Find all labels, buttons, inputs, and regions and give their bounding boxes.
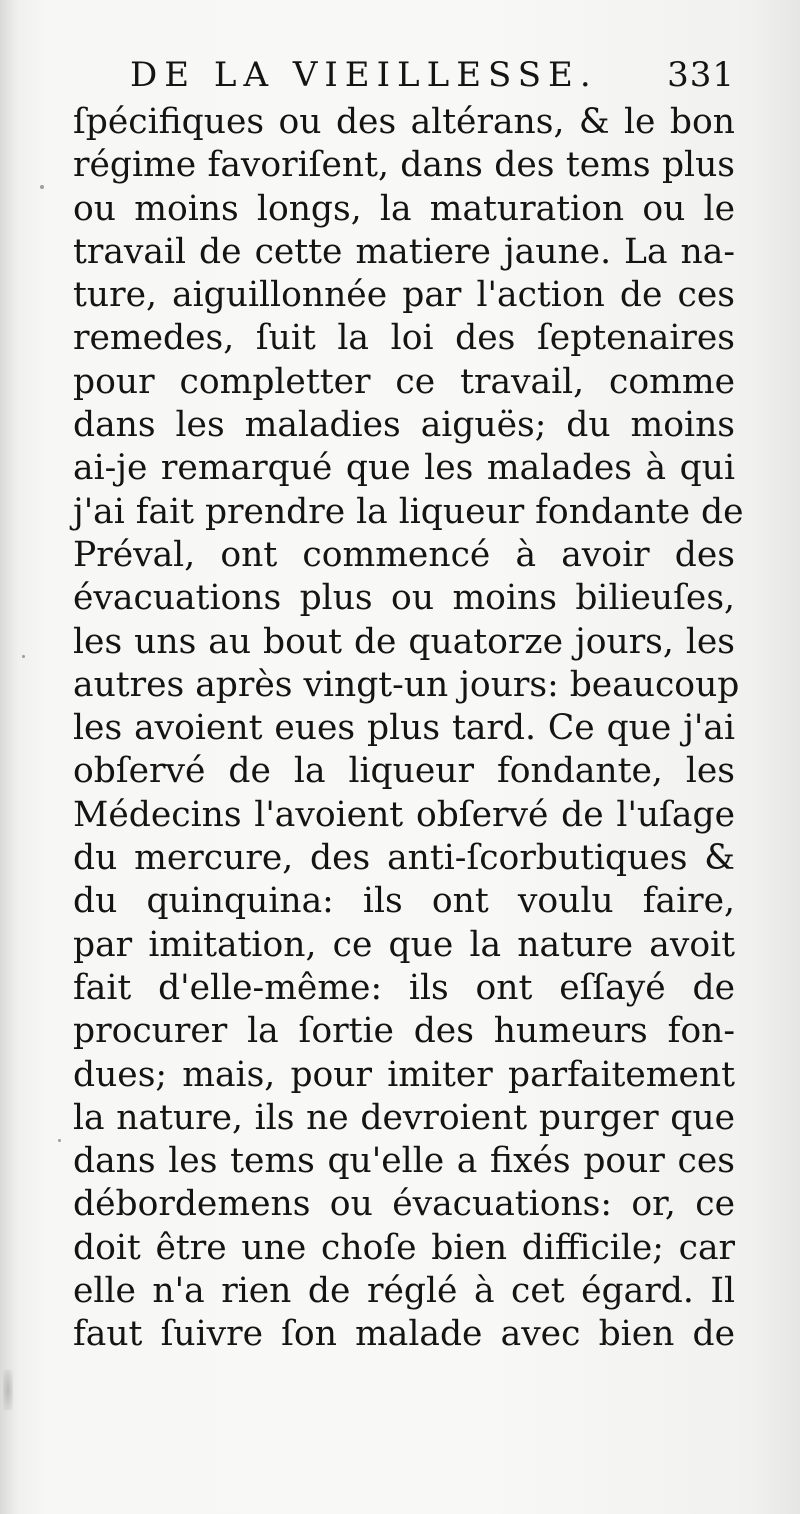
paper-speck bbox=[58, 1139, 61, 1142]
text-line: les uns au bout de quatorze jours, les bbox=[73, 621, 735, 662]
text-line: dans les tems qu'elle a fixés pour ces bbox=[73, 1141, 735, 1182]
text-line: autres après vingt-un jours: beaucoup bbox=[73, 664, 740, 705]
text-line: ou moins longs, la maturation ou le bbox=[73, 188, 735, 229]
text-line: j'ai fait prendre la liqueur fondante de bbox=[73, 491, 744, 532]
body-text bbox=[73, 101, 744, 1357]
text-line: doit être une choſe bien difficile; car bbox=[73, 1227, 735, 1268]
paper-speck bbox=[40, 185, 44, 189]
text-line: Préval, ont commencé à avoir des bbox=[73, 534, 735, 575]
text-line: faut ſuivre ſon malade avec bien de bbox=[73, 1314, 735, 1355]
text-line: dans les maladies aiguës; du moins bbox=[73, 405, 735, 446]
text-line: ſpécifiques ou des altérans, & le bon bbox=[73, 102, 735, 142]
text-line: la nature, ils ne devroient purger que bbox=[73, 1097, 735, 1138]
text-line: travail de cette matiere jaune. La na- bbox=[73, 231, 735, 272]
text-line: procurer la ſortie des humeurs fon- bbox=[73, 1011, 735, 1052]
text-line: remedes, ſuit la loi des ſeptenaires bbox=[73, 318, 735, 359]
paper-speck bbox=[22, 655, 25, 658]
text-line: régime favoriſent, dans des tems plus bbox=[73, 145, 735, 186]
text-line: débordemens ou évacuations: or, ce bbox=[73, 1184, 735, 1225]
page-edge-stain bbox=[3, 1370, 13, 1410]
text-line: du mercure, des anti-ſcorbutiques & bbox=[73, 838, 735, 879]
running-head bbox=[130, 52, 735, 98]
text-line: par imitation, ce que la nature avoit bbox=[73, 924, 735, 965]
text-line: pour completter ce travail, comme bbox=[73, 361, 735, 402]
text-line: obſervé de la liqueur fondante, les bbox=[73, 751, 735, 792]
text-line: fait d'elle-même: ils ont eſſayé de bbox=[73, 967, 735, 1008]
text-line: Médecins l'avoient obſervé de l'uſage bbox=[73, 794, 735, 835]
page-number: 331 bbox=[667, 55, 735, 95]
text-line: ai-je remarqué que les malades à qui bbox=[73, 448, 735, 489]
text-line: ture, aiguillonnée par l'action de ces bbox=[73, 275, 735, 316]
text-line: elle n'a rien de réglé à cet égard. Il bbox=[73, 1271, 735, 1312]
text-line: évacuations plus ou moins bilieuſes, bbox=[73, 578, 735, 619]
text-line: les avoient eues plus tard. Ce que j'ai bbox=[73, 708, 735, 749]
running-title: DE LA VIEILLESSE. bbox=[130, 55, 598, 95]
gutter-shadow bbox=[0, 0, 18, 1514]
text-line: du quinquina: ils ont voulu faire, bbox=[73, 881, 735, 922]
text-line: dues; mais, pour imiter parfaitement bbox=[73, 1054, 735, 1095]
